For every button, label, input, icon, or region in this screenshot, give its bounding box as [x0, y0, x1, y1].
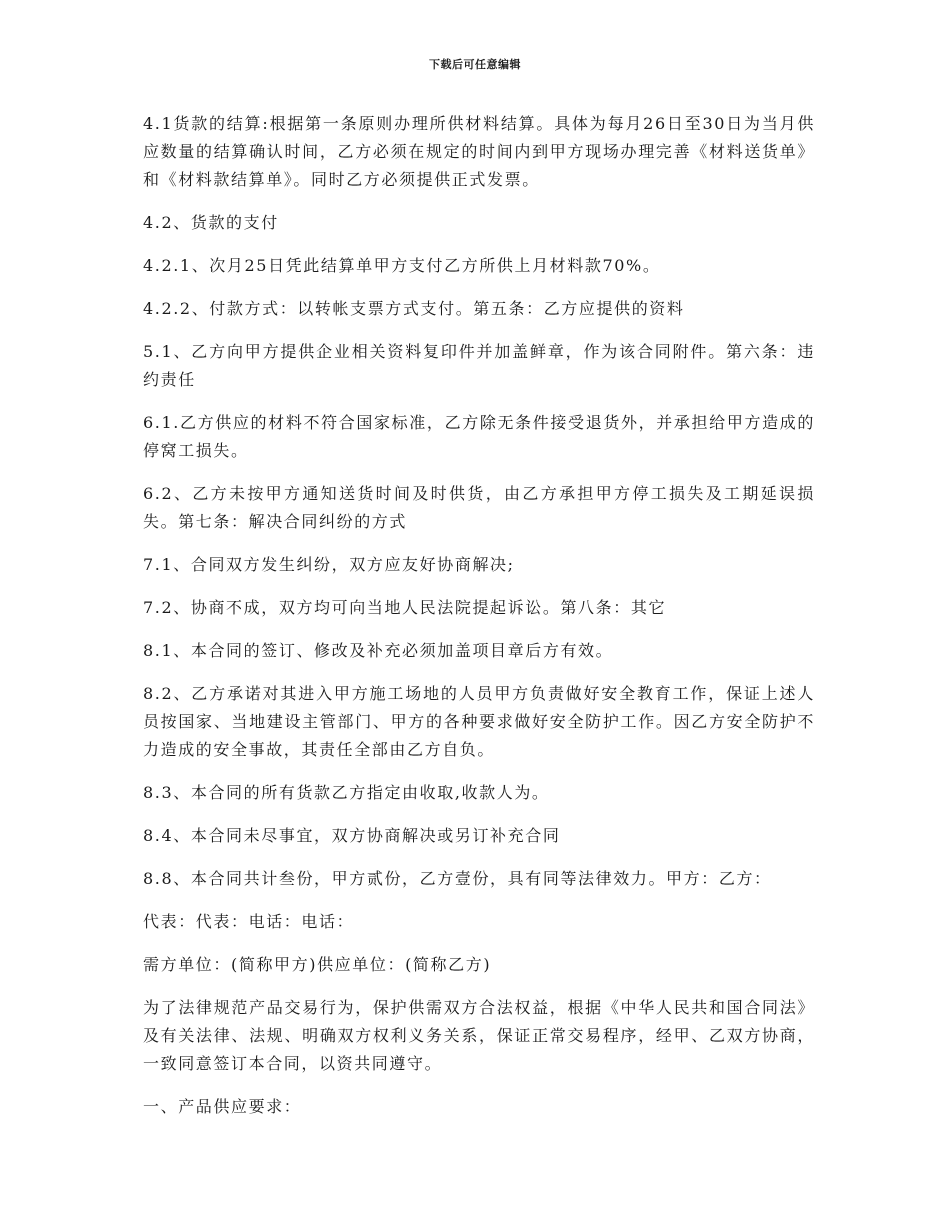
paragraph-4-2-2: 4.2.2、付款方式：以转帐支票方式支付。第五条：乙方应提供的资料: [143, 299, 685, 318]
paragraph-5-1: 5.1、乙方向甲方提供企业相关资料复印件并加盖鲜章，作为该合同附件。第六条：违约责任: [143, 342, 815, 389]
page-header: 下载后可任意编辑: [429, 58, 521, 71]
paragraph-8-2: 8.2、乙方承诺对其进入甲方施工场地的人员甲方负责做好安全教育工作，保证上述人员按国家、当地建设主管部门、甲方的各种要求做好安全防护工作。因乙方安全防护不力造成的安全事故，其责任全部由乙方自负。: [143, 684, 815, 759]
paragraph-6-2: 6.2、乙方未按甲方通知送货时间及时供货，由乙方承担甲方停工损失及工期延误损失。第七条：解决合同纠纷的方式: [143, 484, 815, 531]
paragraph-8-3: 8.3、本合同的所有货款乙方指定由收取,收款人为。: [143, 783, 550, 802]
paragraph-7-2: 7.2、协商不成，双方均可向当地人民法院提起诉讼。第八条：其它: [143, 598, 667, 617]
parties-units-line: 需方单位：(简称甲方)供应单位：(简称乙方): [143, 955, 492, 974]
paragraph-8-4: 8.4、本合同未尽事宜，双方协商解决或另订补充合同: [143, 826, 561, 845]
paragraph-7-1: 7.1、合同双方发生纠纷，双方应友好协商解决;: [143, 555, 515, 574]
preamble-paragraph: 为了法律规范产品交易行为，保护供需双方合法权益，根据《中华人民共和国合同法》及有关法律、法规、明确双方权利义务关系，保证正常交易程序，经甲、乙双方协商，一致同意签订本合同，以资共同遵守。: [143, 998, 815, 1073]
section-heading-product-supply: 一、产品供应要求：: [143, 1097, 302, 1116]
paragraph-6-1: 6.1.乙方供应的材料不符合国家标准，乙方除无条件接受退货外，并承担给甲方造成的停窝工损失。: [143, 413, 815, 460]
paragraph-4-2-1: 4.2.1、次月25日凭此结算单甲方支付乙方所供上月材料款70%。: [143, 256, 661, 275]
paragraph-4-1: 4.1货款的结算:根据第一条原则办理所供材料结算。具体为每月26日至30日为当月供应数量的结算确认时间，乙方必须在规定的时间内到甲方现场办理完善《材料送货单》和《材料款结算单》。同时乙方必须提供正式发票。: [143, 114, 815, 189]
paragraph-8-1: 8.1、本合同的签订、修改及补充必须加盖项目章后方有效。: [143, 641, 614, 660]
paragraph-8-8: 8.8、本合同共计叁份，甲方贰份，乙方壹份，具有同等法律效力。甲方：乙方：: [143, 869, 772, 888]
document-body: [143, 110, 815, 1136]
paragraph-4-2: 4.2、货款的支付: [143, 213, 279, 232]
signature-representatives-line: 代表：代表：电话：电话：: [143, 912, 355, 931]
